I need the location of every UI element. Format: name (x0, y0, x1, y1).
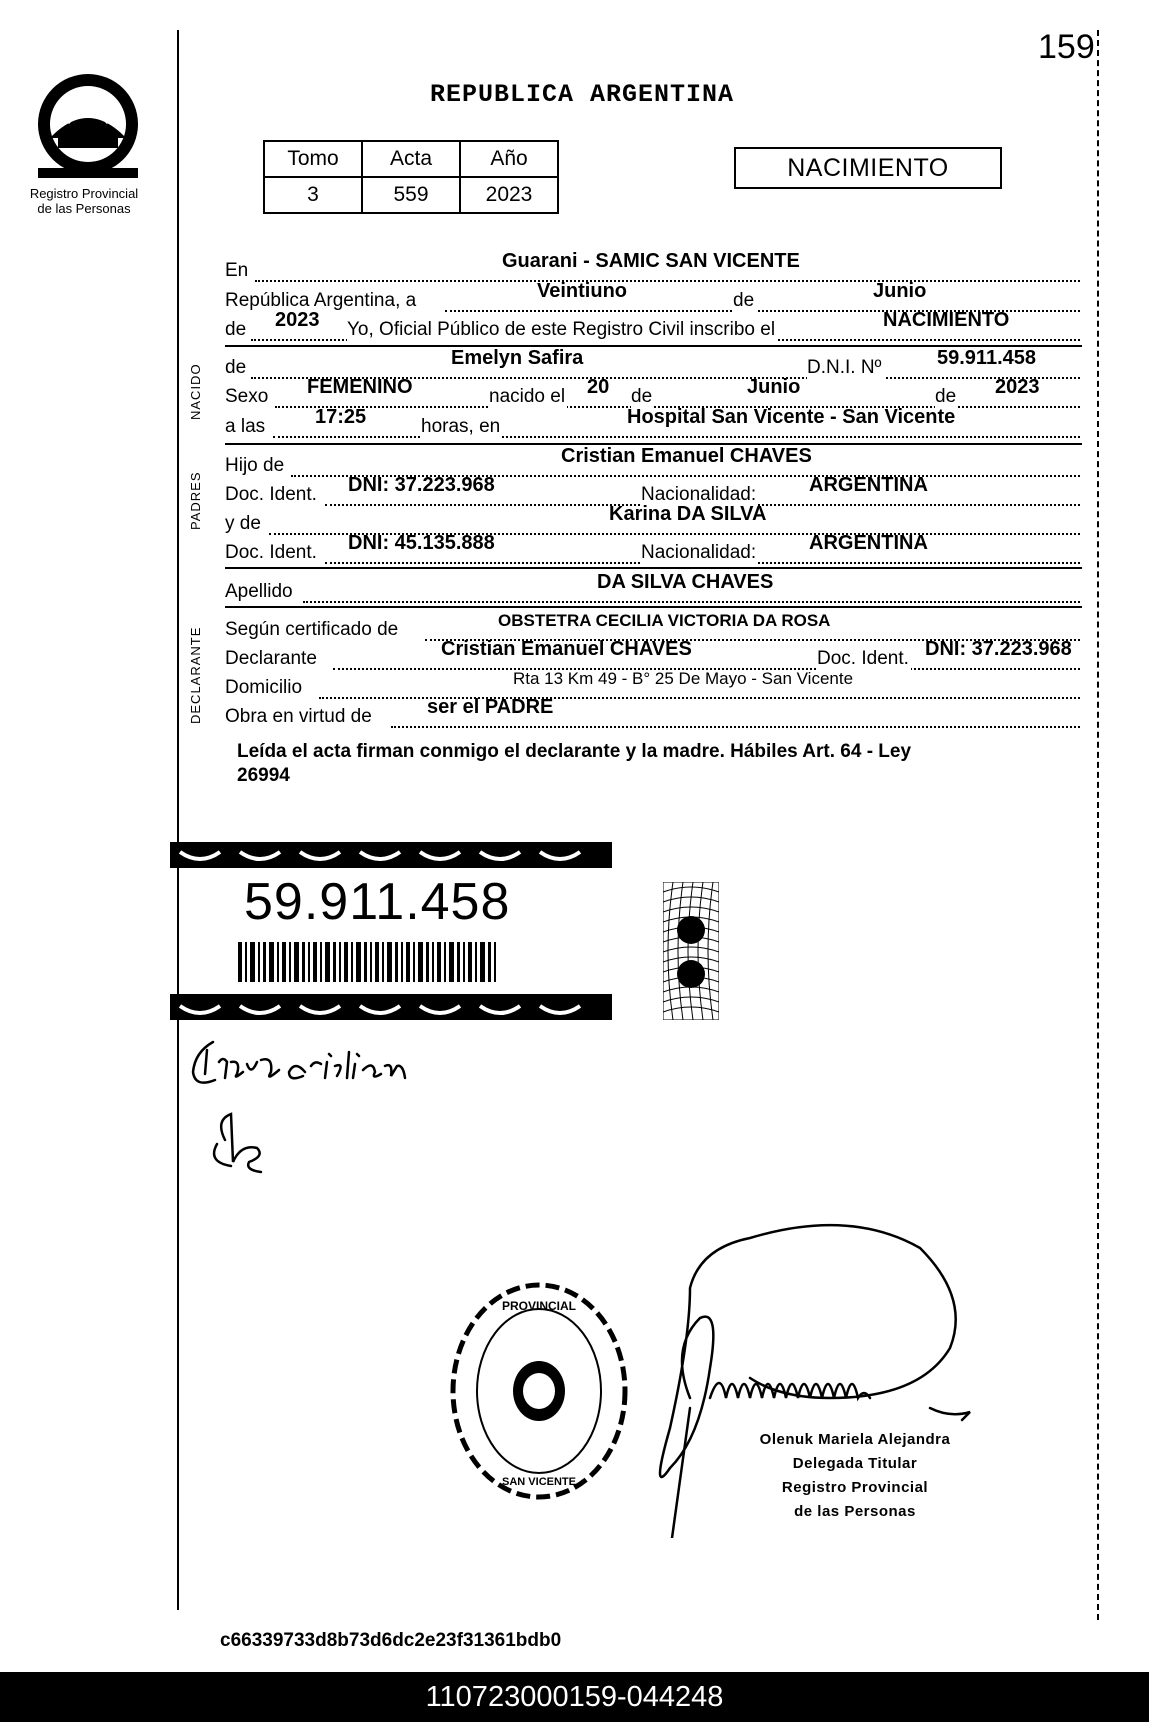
official-signature-block (730, 1428, 980, 1524)
label-en: En (225, 260, 249, 281)
label-apellido: Apellido (225, 581, 293, 602)
value-madre-doc: DNI: 45.135.888 (348, 532, 495, 554)
row-domicilio (225, 669, 1080, 701)
label-doc-ident-madre: Doc. Ident. (225, 542, 317, 563)
closing-line-2: 26994 (237, 765, 290, 786)
document-type-box: NACIMIENTO (734, 147, 1002, 189)
label-sexo: Sexo (225, 386, 269, 407)
label-nacionalidad-madre: Nacionalidad: (641, 542, 757, 563)
row-apellido (225, 571, 1080, 605)
value-mes: Junio (873, 280, 927, 302)
section-label-declarante: DECLARANTE (188, 626, 203, 724)
section-label-padres: PADRES (188, 471, 203, 530)
row-lugar (225, 250, 1080, 284)
section-label-nacido: NACIDO (188, 363, 203, 420)
label-yo-oficial: Yo, Oficial Público de este Registro Civil inscribo el (347, 319, 776, 340)
acta-reference-table (263, 140, 559, 214)
province-emblem-logo (28, 68, 148, 180)
section-divider-4 (225, 606, 1082, 608)
value-nac-anio: 2023 (995, 376, 1040, 398)
logo-caption (14, 186, 154, 216)
value-declarante-doc: DNI: 37.223.968 (925, 638, 1072, 660)
value-dni: 59.911.458 (937, 347, 1036, 369)
value-padre-nac: ARGENTINA (809, 474, 928, 496)
label-de3: de (935, 386, 957, 407)
label-nacionalidad-padre: Nacionalidad: (641, 484, 757, 505)
value-acta: 559 (362, 177, 460, 213)
value-nac-mes: Junio (747, 376, 801, 398)
header-acta: Acta (362, 141, 460, 177)
official-role: Delegada Titular (792, 1455, 918, 1472)
label-a-las: a las (225, 416, 266, 437)
value-tipo: NACIMIENTO (883, 309, 1010, 331)
value-dia: Veintiuno (537, 280, 627, 302)
label-republica: República Argentina, a (225, 290, 417, 311)
value-anio: 2023 (275, 309, 320, 331)
label-doc-ident-declarante: Doc. Ident. (817, 648, 909, 669)
label-doc-ident-padre: Doc. Ident. (225, 484, 317, 505)
label-domicilio: Domicilio (225, 677, 303, 698)
label-de2: de (631, 386, 653, 407)
value-declarante: Cristian Emanuel CHAVES (441, 638, 692, 660)
label-horas-en: horas, en (421, 416, 501, 437)
value-anio: 2023 (460, 177, 558, 213)
value-nac-dia: 20 (587, 376, 610, 398)
label-nacido-el: nacido el (489, 386, 566, 407)
label-declarante: Declarante (225, 648, 317, 669)
svg-text:SAN VICENTE: SAN VICENTE (502, 1476, 576, 1488)
logo-caption-line2: de las Personas (37, 201, 131, 216)
official-org-line2: de las Personas (794, 1503, 916, 1520)
value-obra: ser el PADRE (427, 696, 554, 718)
right-margin-line (1097, 30, 1099, 1620)
footer-code-bar: 110723000159-044248 (0, 1672, 1149, 1722)
header-anio: Año (460, 141, 558, 177)
official-stamp (448, 1280, 630, 1502)
declarant-signature (185, 1032, 485, 1202)
svg-text:PROVINCIAL: PROVINCIAL (501, 1299, 577, 1313)
closing-legal-text (237, 740, 1067, 788)
value-sexo: FEMENINO (307, 376, 413, 398)
row-inscripcion (225, 309, 1080, 343)
label-dni: D.N.I. Nº (807, 357, 882, 378)
label-de-year: de (225, 319, 247, 340)
header-tomo: Tomo (264, 141, 362, 177)
value-hora: 17:25 (315, 406, 367, 428)
label-obra: Obra en virtud de (225, 706, 372, 727)
closing-line-1: Leída el acta firman conmigo el declarante y la madre. Hábiles Art. 64 - Ley (237, 741, 912, 762)
official-name: Olenuk Mariela Alejandra (759, 1431, 951, 1448)
value-lugar: Guarani - SAMIC SAN VICENTE (502, 250, 800, 272)
value-tomo: 3 (264, 177, 362, 213)
value-padre: Cristian Emanuel CHAVES (561, 445, 812, 467)
value-certificado: OBSTETRA CECILIA VICTORIA DA ROSA (498, 611, 831, 630)
row-obra (225, 696, 1080, 730)
row-hora (225, 406, 1080, 440)
value-lugar-nac: Hospital San Vicente - San Vicente (627, 406, 956, 428)
logo-caption-line1: Registro Provincial (29, 186, 139, 201)
label-segun: Según certificado de (225, 619, 399, 640)
label-hijo-de: Hijo de (225, 455, 285, 476)
label-de: de (733, 290, 755, 311)
document-title: REPUBLICA ARGENTINA (430, 80, 735, 109)
value-padre-doc: DNI: 37.223.968 (348, 474, 495, 496)
official-org-line1: Registro Provincial (781, 1479, 929, 1496)
document-hash: c66339733d8b73d6dc2e23f31361bdb0 (220, 1630, 562, 1651)
value-madre: Karina DA SILVA (609, 503, 767, 525)
value-nombre: Emelyn Safira (451, 347, 584, 369)
value-domicilio: Rta 13 Km 49 - B° 25 De Mayo - San Vicente (513, 669, 854, 688)
barcode-number: 59.911.458 (244, 873, 511, 931)
left-margin-line (177, 30, 179, 1610)
label-de-name: de (225, 357, 247, 378)
page-number: 159 (1038, 28, 1095, 66)
section-divider-3 (225, 567, 1082, 569)
row-madre-doc (225, 532, 1080, 566)
value-madre-nac: ARGENTINA (809, 532, 928, 554)
hologram-seal (663, 882, 719, 1020)
value-apellido: DA SILVA CHAVES (597, 571, 774, 593)
label-y-de: y de (225, 513, 261, 534)
